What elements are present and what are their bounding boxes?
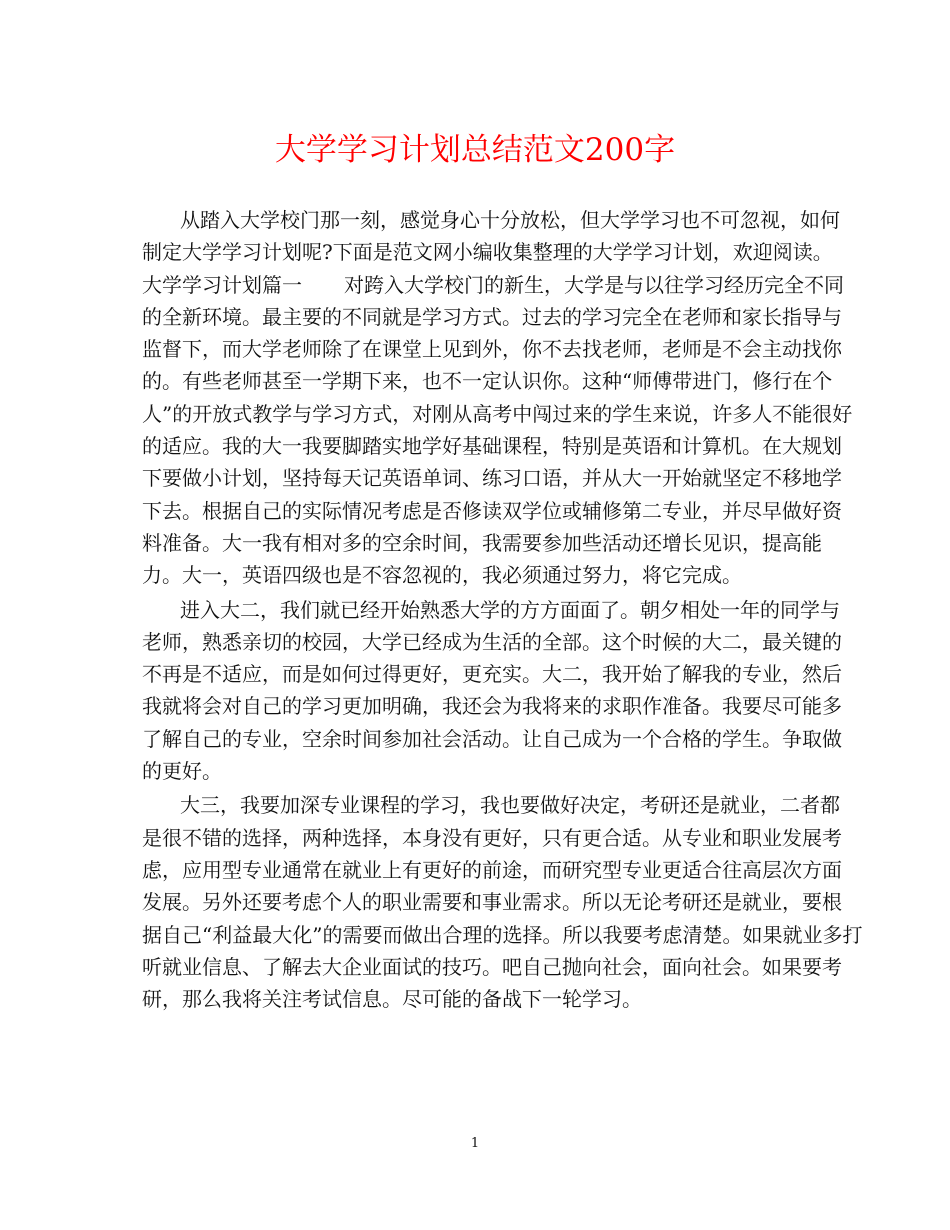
text-line: 听就业信息、了解去大企业面试的技巧。吧自己抛向社会，面向社会。如果要考	[142, 954, 842, 979]
text-line: 是很不错的选择，两种选择，本身没有更好，只有更合适。从专业和职业发展考	[142, 825, 842, 850]
text-line: 不再是不适应，而是如何过得更好，更充实。大二，我开始了解我的专业，然后	[142, 662, 842, 687]
text-line: 下要做小计划，坚持每天记英语单词、练习口语，并从大一开始就坚定不移地学	[142, 466, 842, 491]
text-line: 监督下，而大学老师除了在课堂上见到外，你不去找老师，老师是不会主动找你	[142, 337, 842, 362]
text-line: 老师，熟悉亲切的校园，大学已经成为生活的全部。这个时候的大二，最关键的	[142, 629, 842, 654]
plan-heading-line	[142, 269, 844, 301]
text-line: 研，那么我将关注考试信息。尽可能的备战下一轮学习。	[142, 987, 642, 1012]
text-line: 的更好。	[142, 759, 222, 784]
text-line: 料准备。大一我有相对多的空余时间，我需要参加些活动还增长见识，提高能	[142, 530, 822, 555]
text-line: 进入大二，我们就已经开始熟悉大学的方方面面了。朝夕相处一年的同学与	[180, 597, 840, 622]
text-line: 了解自己的专业，空余时间参加社会活动。让自己成为一个合格的学生。争取做	[142, 726, 842, 751]
text-line: 制定大学学习计划呢?下面是范文网小编收集整理的大学学习计划，欢迎阅读。	[142, 240, 833, 265]
document-body	[142, 204, 863, 1015]
paragraph-third-year	[142, 789, 863, 1015]
text-line: 力。大一，英语四级也是不容忽视的，我必须通过努力，将它完成。	[142, 563, 742, 588]
text-line: 的。有些老师甚至一学期下来，也不一定认识你。这种“师傅带进门，修行在个	[142, 369, 833, 394]
section-heading: 大学学习计划篇一	[142, 272, 302, 297]
paragraph-plan-one	[142, 269, 853, 592]
text-line: 下去。根据自己的实际情况考虑是否修读双学位或辅修第二专业，并尽早做好资	[142, 498, 842, 523]
text-line: 大三，我要加深专业课程的学习，我也要做好决定，考研还是就业，二者都	[180, 793, 840, 818]
text-line: 虑，应用型专业通常在就业上有更好的前途，而研究型专业更适合往高层次方面	[142, 857, 842, 882]
text-line: 据自己“利益最大化”的需要而做出合理的选择。所以我要考虑清楚。如果就业多打	[142, 922, 863, 947]
document-title: 大学学习计划总结范文200字	[274, 132, 676, 168]
text-line: 的适应。我的大一我要脚踏实地学好基础课程，特别是英语和计算机。在大规划	[142, 434, 842, 459]
text-line: 发展。另外还要考虑个人的职业需要和事业需求。所以无论考研还是就业，要根	[142, 890, 842, 915]
page-number: 1	[470, 1136, 480, 1151]
paragraph-intro	[142, 204, 840, 269]
text-line: 从踏入大学校门那一刻，感觉身心十分放松，但大学学习也不可忽视，如何	[180, 208, 840, 232]
text-line: 对跨入大学校门的新生，大学是与以往学习经历完全不同	[344, 272, 844, 297]
text-line: 的全新环境。最主要的不同就是学习方式。过去的学习完全在老师和家长指导与	[142, 304, 842, 329]
text-line: 人”的开放式教学与学习方式，对刚从高考中闯过来的学生来说，许多人不能很好	[142, 401, 853, 426]
text-line: 我就将会对自己的学习更加明确，我还会为我将来的求职作准备。我要尽可能多	[142, 694, 842, 719]
paragraph-second-year	[142, 594, 842, 788]
